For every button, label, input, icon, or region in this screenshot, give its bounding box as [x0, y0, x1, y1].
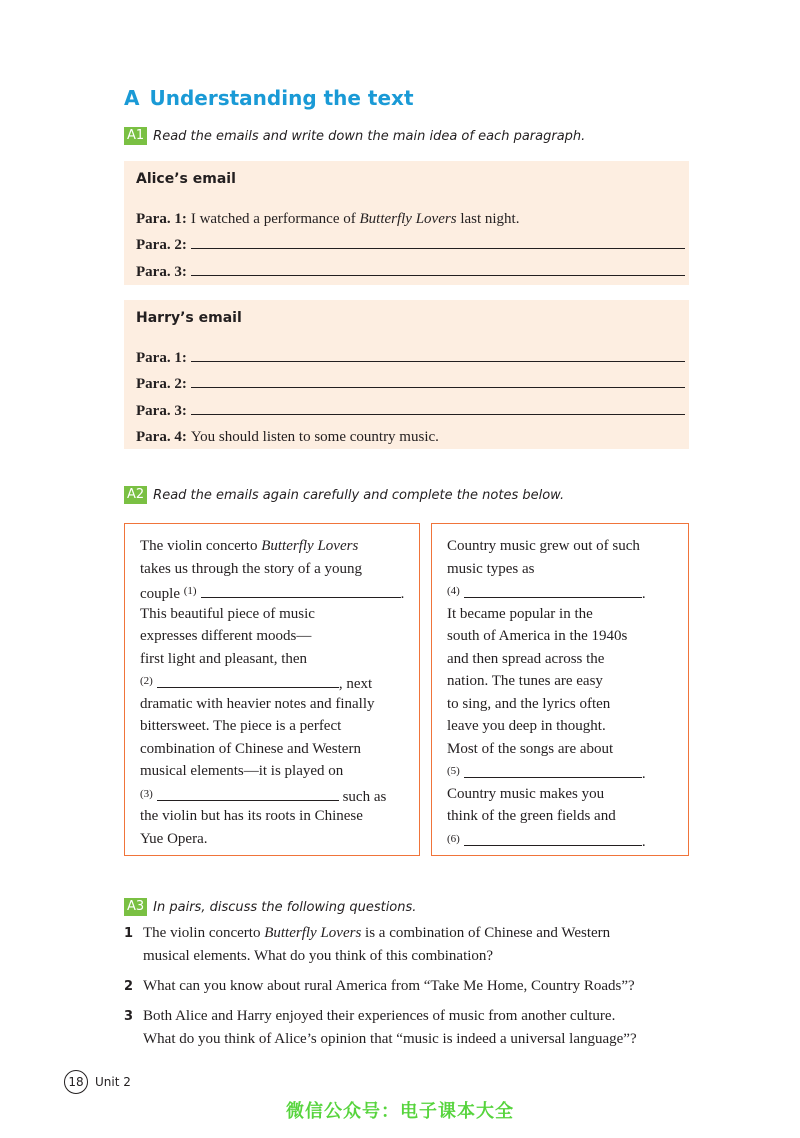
note-line: dramatic with heavier notes and finally — [140, 695, 375, 712]
blank-number: (4) — [447, 585, 460, 597]
page-number: 18 — [64, 1070, 88, 1094]
task-badge-a1: A1 — [124, 127, 147, 145]
note-line: $^{(2)}$ , next — [140, 675, 373, 692]
note-line: the violin but has its roots in Chinese — [140, 808, 363, 824]
question-text: What can you know about rural America from “Take Me Home, Country Roads”? — [143, 978, 635, 994]
harry-email-panel — [124, 300, 689, 449]
note-line: leave you deep in thought. — [447, 718, 606, 734]
note-line: and then spread across the — [447, 650, 605, 667]
notes-box-butterfly-lovers — [124, 523, 420, 856]
task-a2-instruction: Read the emails again carefully and complete the notes below. — [153, 487, 565, 503]
harry-para-2 — [136, 367, 685, 394]
question-number: 2 — [124, 979, 134, 994]
note-line: combination of Chinese and Western — [140, 740, 361, 757]
note-line: Country music makes you — [447, 785, 605, 802]
harry-email-title: Harry’s email — [136, 310, 242, 326]
answer-blank[interactable] — [201, 583, 401, 598]
note-line: to sing, and the lyrics often — [447, 695, 611, 712]
para-label: Para. 2: — [136, 237, 187, 253]
question-item — [124, 1005, 724, 1051]
answer-blank[interactable] — [191, 386, 685, 388]
blank-number: (6) — [447, 832, 460, 845]
note-line: Country music grew out of such — [447, 538, 640, 554]
alice-para-2 — [136, 228, 685, 255]
question-text: The violin concerto Butterfly Lovers is a combination of Chinese and Western musical elements. What do you think of this combination? — [143, 925, 611, 964]
note-line: nation. The tunes are easy — [447, 673, 603, 689]
note-line: couple $^{(1)}$ . — [140, 585, 405, 602]
note-line: expresses different moods— — [140, 628, 312, 644]
alice-email-panel — [124, 161, 689, 285]
note-line: music types as — [447, 560, 535, 577]
section-letter: A — [124, 86, 140, 110]
note-line: south of America in the 1940s — [447, 628, 628, 644]
answer-blank[interactable] — [157, 786, 339, 801]
note-line: musical elements—it is played on — [140, 763, 344, 779]
task-a2-row — [124, 486, 564, 504]
note-line: bittersweet. The piece is a perfect — [140, 718, 342, 734]
alice-para-3 — [136, 254, 685, 281]
question-number: 1 — [124, 926, 134, 941]
watermark: 微信公众号：电子课本大全 — [286, 1101, 514, 1122]
answer-blank[interactable] — [157, 673, 339, 688]
work-title: Butterfly Lovers — [261, 538, 359, 554]
harry-para-1 — [136, 340, 685, 367]
work-title: Butterfly Lovers — [359, 210, 457, 227]
section-title — [124, 86, 414, 110]
answer-blank[interactable] — [191, 274, 685, 276]
unit-label: Unit 2 — [95, 1075, 131, 1089]
answer-blank[interactable] — [191, 413, 685, 415]
answer-blank[interactable] — [464, 583, 642, 598]
answer-blank[interactable] — [191, 247, 685, 249]
note-line: $^{(3)}$ such as — [140, 787, 387, 805]
blank-number: (5) — [447, 765, 460, 777]
note-line: It became popular in the — [447, 605, 593, 622]
task-a1-instruction: Read the emails and write down the main idea of each paragraph. — [153, 128, 586, 144]
para-label: Para. 3: — [136, 263, 187, 280]
answer-blank[interactable] — [464, 831, 642, 846]
para-label: Para. 2: — [136, 376, 187, 392]
alice-para-1 — [136, 201, 685, 228]
para-label: Para. 4: — [136, 429, 187, 445]
question-item — [124, 975, 724, 998]
note-line: think of the green fields and — [447, 808, 616, 824]
notes-box-country-music — [431, 523, 689, 856]
para-label: Para. 1: — [136, 349, 187, 366]
para-label: Para. 3: — [136, 402, 187, 419]
para-text: You should listen to some country music. — [190, 429, 439, 445]
note-line: The violin concerto Butterfly Lovers — [140, 538, 359, 554]
note-line: Most of the songs are about — [447, 740, 614, 757]
question-item — [124, 922, 724, 968]
task-a1-row — [124, 127, 585, 145]
blank-number: (2) — [140, 675, 153, 687]
note-line: Yue Opera. — [140, 830, 208, 847]
task-badge-a3: A3 — [124, 898, 147, 916]
alice-email-title: Alice’s email — [136, 171, 236, 187]
discussion-questions — [124, 922, 724, 1058]
question-number: 3 — [124, 1009, 134, 1024]
note-line: This beautiful piece of music — [140, 605, 315, 622]
task-badge-a2: A2 — [124, 486, 147, 504]
note-line: takes us through the story of a young — [140, 560, 363, 577]
para-label: Para. 1: — [136, 210, 187, 227]
section-title-text: Understanding the text — [149, 86, 414, 110]
blank-number: (1) — [183, 585, 197, 597]
note-line: $^{(4)}$ . — [447, 585, 646, 602]
task-a3-row — [124, 898, 416, 916]
note-line: $^{(6)}$ . — [447, 832, 646, 850]
harry-para-3 — [136, 393, 685, 420]
blank-number: (3) — [140, 787, 153, 800]
note-line: $^{(5)}$ . — [447, 765, 646, 782]
page-footer — [64, 1070, 131, 1094]
work-title: Butterfly Lovers — [264, 925, 362, 941]
harry-para-4 — [136, 420, 685, 447]
note-line: first light and pleasant, then — [140, 650, 308, 667]
task-a3-instruction: In pairs, discuss the following questions. — [153, 899, 417, 915]
para-text: I watched a performance of Butterfly Lovers last night. — [190, 210, 520, 227]
question-text: Both Alice and Harry enjoyed their experiences of music from another culture. What do you think of Alice’s opinion that “music is indeed a universal language”? — [143, 1008, 637, 1047]
answer-blank[interactable] — [191, 360, 685, 362]
answer-blank[interactable] — [464, 763, 642, 778]
